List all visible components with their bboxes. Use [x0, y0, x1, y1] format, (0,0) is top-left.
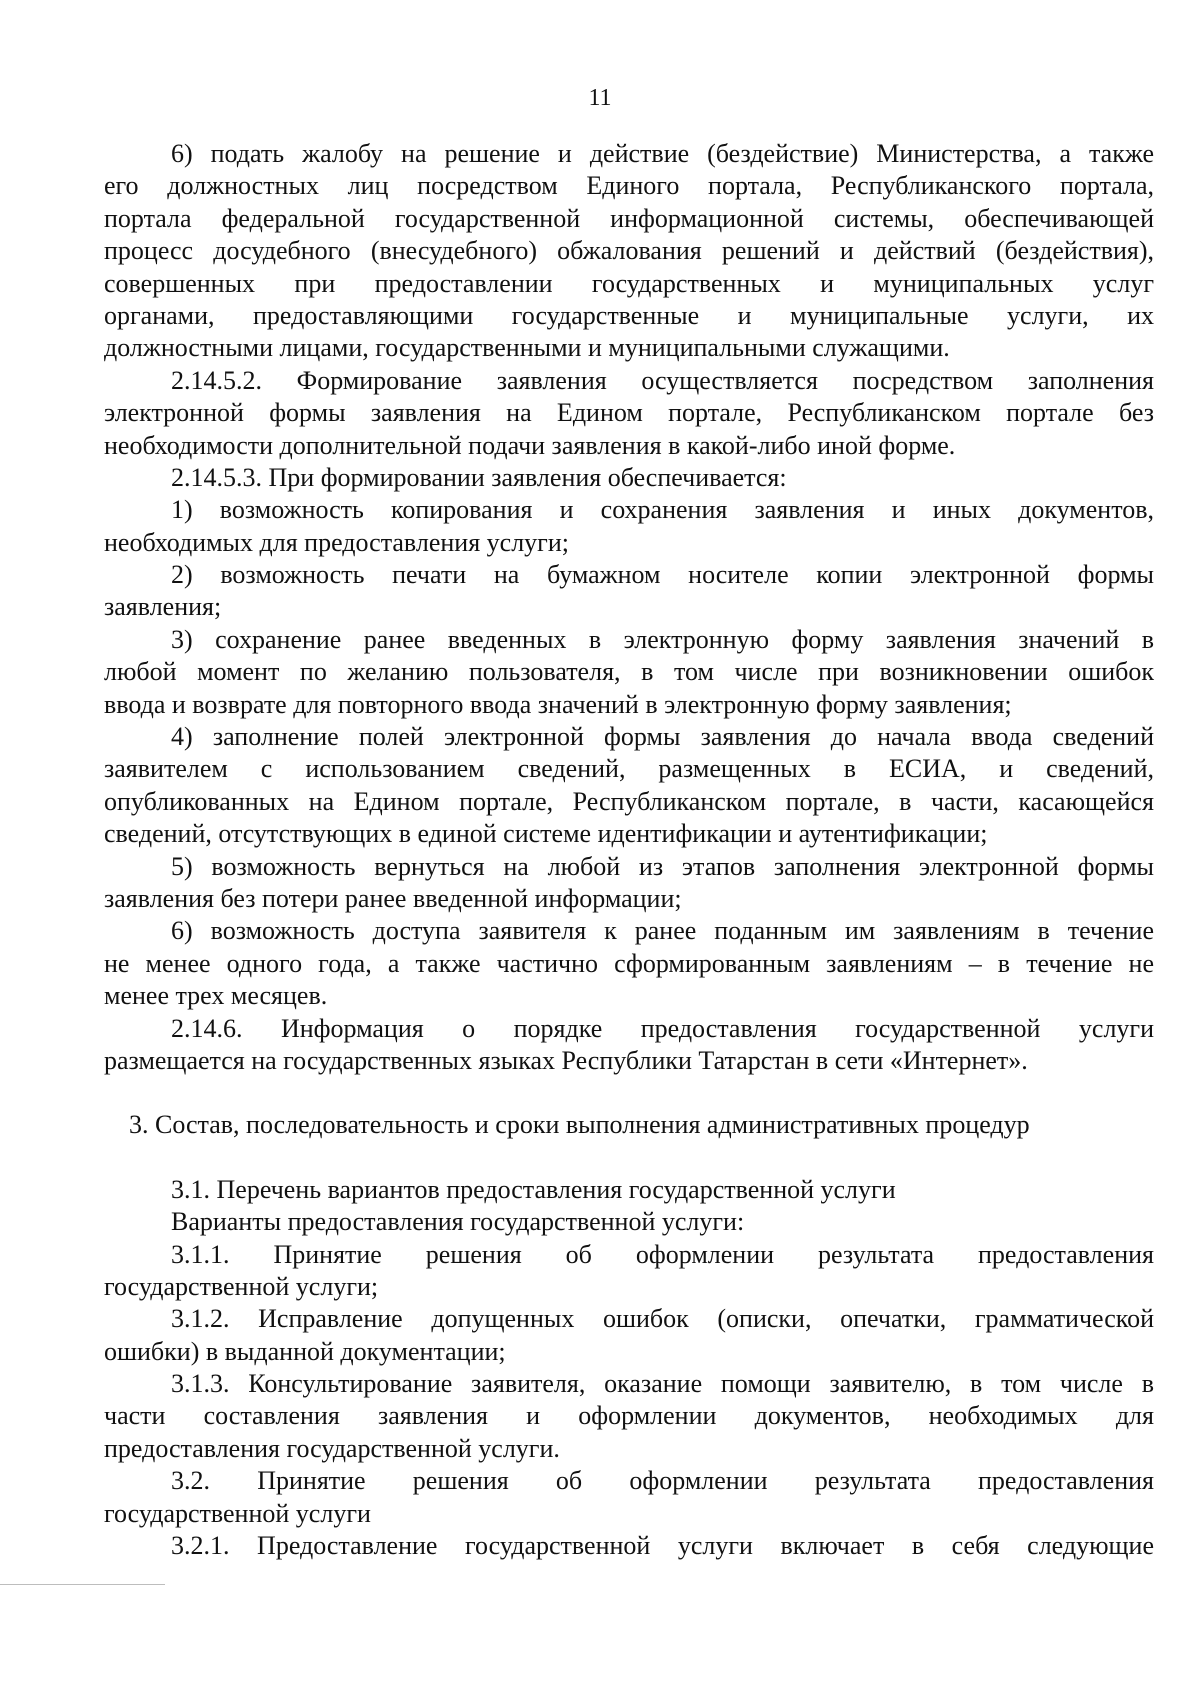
list-item-3: [104, 624, 1154, 721]
list-item-1: [104, 494, 1154, 559]
text-line: необходимых для предоставления услуги;: [104, 527, 569, 557]
text-line: любой момент по желанию пользователя, в том числе при возникновении ошибок: [104, 657, 1154, 687]
text-line: менее трех месяцев.: [104, 981, 328, 1011]
text-line: электронной формы заявления на Едином портале, Республиканском портале без: [104, 398, 1154, 428]
text-line: опубликованных на Едином портале, Республиканском портале, в части, касающейся: [104, 786, 1154, 816]
text-line: предоставления государственной услуги.: [104, 1433, 560, 1463]
text-line: его должностных лиц посредством Единого портала, Республиканского портала,: [104, 171, 1154, 201]
paragraph-2-14-5-3: [104, 462, 1154, 494]
text-line: заявителем с использованием сведений, размещенных в ЕСИА, и сведений,: [104, 754, 1154, 784]
subsection-3-1-title: [104, 1174, 1154, 1206]
variants-intro: [104, 1206, 1154, 1238]
text-line: 3.1.1. Принятие решения об оформлении результата предоставления: [171, 1239, 1154, 1269]
text-line: 3.2.1. Предоставление государственной услуги включает в себя следующие: [171, 1531, 1154, 1561]
text-line: 3.1.3. Консультирование заявителя, оказание помощи заявителю, в том числе в: [171, 1369, 1154, 1399]
variant-3-1-3: [104, 1368, 1154, 1465]
text-line: 2.14.5.3. При формировании заявления обеспечивается:: [171, 462, 787, 492]
text-line: должностными лицами, государственными и муниципальными служащими.: [104, 333, 950, 363]
variant-3-1-1: [104, 1239, 1154, 1304]
text-line: портала федеральной государственной информационной системы, обеспечивающей: [104, 203, 1154, 233]
text-line: 3.2. Принятие решения об оформлении результата предоставления: [171, 1466, 1154, 1496]
list-item-2: [104, 559, 1154, 624]
text-line: 3.1. Перечень вариантов предоставления государственной услуги: [171, 1174, 896, 1204]
text-line: государственной услуги: [104, 1498, 371, 1528]
text-line: совершенных при предоставлении государственных и муниципальных услуг: [104, 268, 1154, 298]
text-line: 2) возможность печати на бумажном носителе копии электронной формы: [171, 560, 1154, 590]
list-item-4: [104, 721, 1154, 851]
text-line: заявления;: [104, 592, 222, 622]
text-line: сведений, отсутствующих в единой системе идентификации и аутентификации;: [104, 819, 988, 849]
text-line: части составления заявления и оформлении документов, необходимых для: [104, 1401, 1154, 1431]
page-number: 11: [588, 85, 612, 111]
text-line: 2.14.5.2. Формирование заявления осуществляется посредством заполнения: [171, 365, 1154, 395]
text-line: органами, предоставляющими государственные и муниципальные услуги, их: [104, 300, 1154, 330]
text-line: заявления без потери ранее введенной информации;: [104, 883, 682, 913]
text-line: 3) сохранение ранее введенных в электронную форму заявления значений в: [171, 624, 1154, 654]
text-line: Варианты предоставления государственной услуги:: [171, 1207, 745, 1237]
text-line: государственной услуги;: [104, 1271, 379, 1301]
text-line: необходимости дополнительной подачи заявления в какой-либо иной форме.: [104, 430, 956, 460]
text-line: процесс досудебного (внесудебного) обжалования решений и действий (бездействия),: [104, 236, 1154, 266]
paragraph-3-2-1: [104, 1530, 1154, 1562]
subsection-3-2-title: [104, 1465, 1154, 1530]
text-line: 1) возможность копирования и сохранения заявления и иных документов,: [171, 495, 1154, 525]
text-line: ошибки) в выданной документации;: [104, 1336, 506, 1366]
variant-3-1-2: [104, 1303, 1154, 1368]
text-line: 2.14.6. Информация о порядке предоставления государственной услуги: [171, 1013, 1154, 1043]
text-line: 3.1.2. Исправление допущенных ошибок (описки, опечатки, грамматической: [171, 1304, 1154, 1334]
text-line: 6) подать жалобу на решение и действие (бездействие) Министерства, а также: [171, 139, 1154, 168]
document-body: [104, 138, 1154, 1562]
scan-artifact-line: [0, 1584, 165, 1585]
list-item-5: [104, 851, 1154, 916]
text-line: 6) возможность доступа заявителя к ранее поданным им заявлениям в течение: [171, 916, 1154, 946]
text-line: 4) заполнение полей электронной формы заявления до начала ввода сведений: [171, 722, 1154, 752]
text-line: размещается на государственных языках Республики Татарстан в сети «Интернет».: [104, 1045, 1028, 1075]
text-line: 5) возможность вернуться на любой из этапов заполнения электронной формы: [171, 851, 1154, 881]
section-heading: 3. Состав, последовательность и сроки выполнения административных процедур: [129, 1110, 1030, 1140]
paragraph-2-14-5-2: [104, 365, 1154, 462]
paragraph-2-14-6: [104, 1013, 1154, 1078]
text-line: не менее одного года, а также частично сформированным заявлениям – в течение не: [104, 948, 1154, 978]
paragraph-complaint-right: [104, 138, 1154, 365]
text-line: ввода и возврате для повторного ввода значений в электронную форму заявления;: [104, 689, 1012, 719]
list-item-6: [104, 915, 1154, 1012]
